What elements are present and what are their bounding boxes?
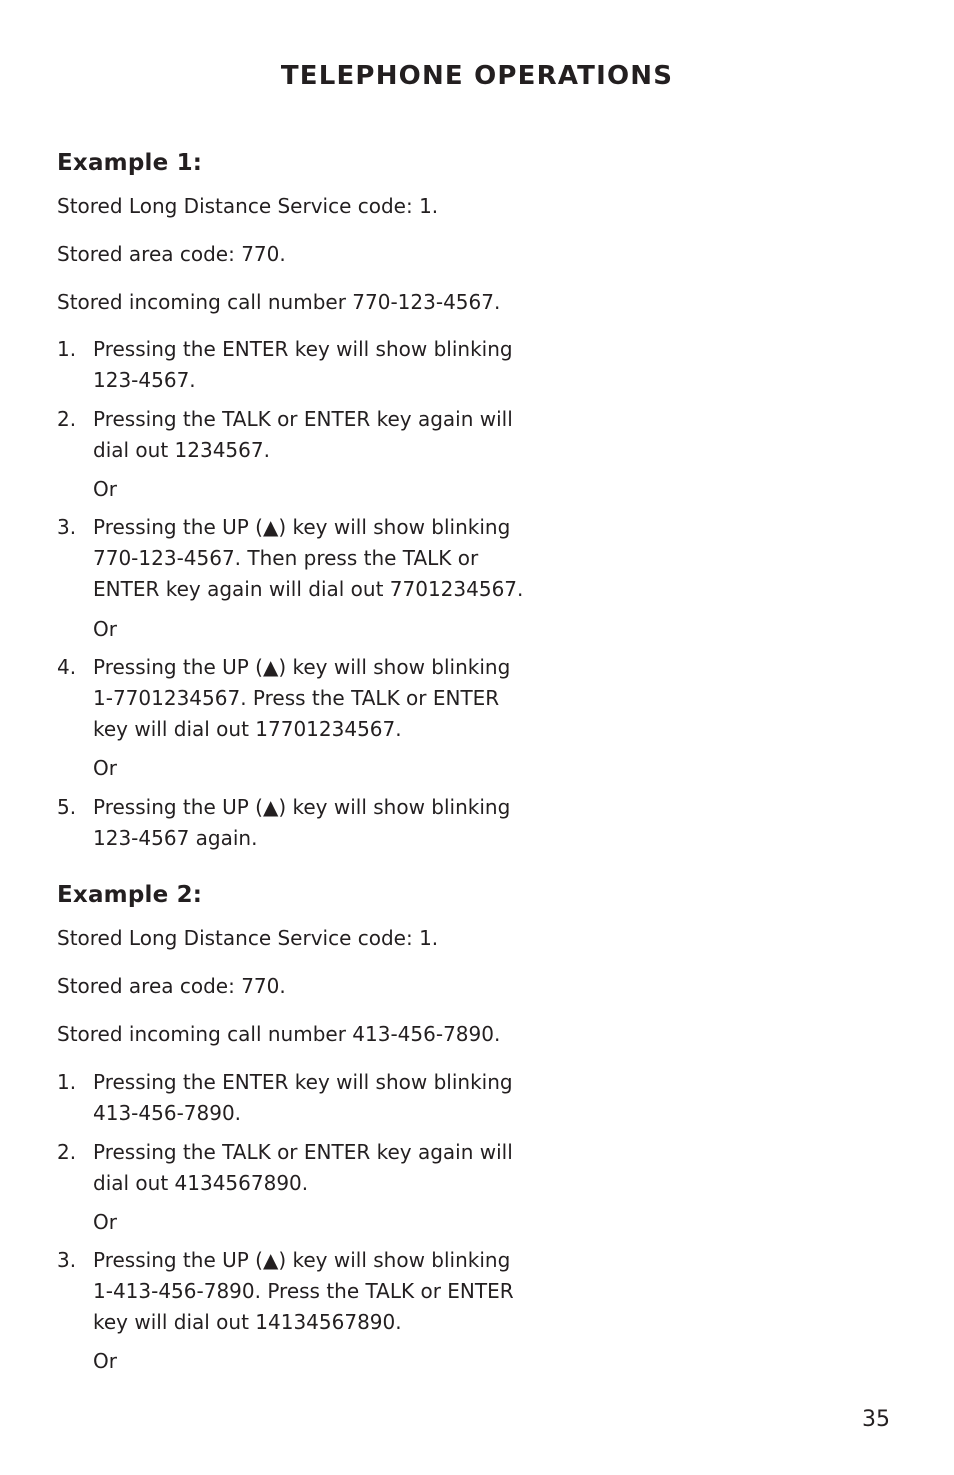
step-text: 770-123-4567. Then press the TALK or [93, 546, 479, 570]
example-2-heading: Example 2: [57, 882, 203, 908]
step-text: 1-7701234567. Press the TALK or ENTER [93, 686, 500, 710]
step-number: 1. [57, 337, 77, 361]
example-1-area-code: Stored area code: 770. [57, 242, 286, 266]
step-text: key will dial out 17701234567. [93, 717, 402, 741]
example-1-step-1 [57, 334, 527, 396]
step-text: Pressing the UP (▲) key will show blinking [93, 795, 511, 819]
example-2-area-code: Stored area code: 770. [57, 974, 286, 998]
step-text: key will dial out 14134567890. [93, 1310, 402, 1334]
step-number: 5. [57, 795, 77, 819]
step-text: 123-4567 again. [93, 826, 258, 850]
step-text: 123-4567. [93, 368, 196, 392]
example-2-step-2 [57, 1137, 527, 1199]
step-text: dial out 1234567. [93, 438, 270, 462]
step-text: Pressing the TALK or ENTER key again will [93, 407, 513, 431]
step-text: Pressing the ENTER key will show blinking [93, 1070, 513, 1094]
example-2-step-3 [57, 1245, 527, 1338]
or-separator: Or [93, 756, 117, 780]
or-separator: Or [93, 1349, 117, 1373]
step-text: Pressing the UP (▲) key will show blinking [93, 655, 511, 679]
step-text: 1-413-456-7890. Press the TALK or ENTER [93, 1279, 514, 1303]
or-separator: Or [93, 617, 117, 641]
step-number: 1. [57, 1070, 77, 1094]
step-text: ENTER key again will dial out 7701234567. [93, 577, 524, 601]
example-2-ld-code: Stored Long Distance Service code: 1. [57, 926, 439, 950]
step-text: 413-456-7890. [93, 1101, 242, 1125]
step-text: Pressing the ENTER key will show blinking [93, 337, 513, 361]
step-number: 3. [57, 515, 77, 539]
example-1-step-3 [57, 512, 527, 605]
or-separator: Or [93, 477, 117, 501]
or-separator: Or [93, 1210, 117, 1234]
step-text: Pressing the UP (▲) key will show blinking [93, 515, 511, 539]
step-number: 2. [57, 1140, 77, 1164]
example-1-heading: Example 1: [57, 150, 203, 176]
step-text: Pressing the UP (▲) key will show blinking [93, 1248, 511, 1272]
example-2-step-1 [57, 1067, 527, 1129]
example-1-step-4 [57, 652, 527, 745]
step-text: Pressing the TALK or ENTER key again will [93, 1140, 513, 1164]
step-number: 2. [57, 407, 77, 431]
step-number: 4. [57, 655, 77, 679]
example-1-step-2 [57, 404, 527, 466]
page-title: TELEPHONE OPERATIONS [280, 61, 674, 91]
step-number: 3. [57, 1248, 77, 1272]
example-2-incoming-number: Stored incoming call number 413-456-7890. [57, 1022, 501, 1046]
example-1-ld-code: Stored Long Distance Service code: 1. [57, 194, 439, 218]
page-number: 35 [862, 1407, 890, 1432]
example-1-incoming-number: Stored incoming call number 770-123-4567. [57, 290, 501, 314]
example-1-step-5 [57, 792, 527, 854]
step-text: dial out 4134567890. [93, 1171, 309, 1195]
